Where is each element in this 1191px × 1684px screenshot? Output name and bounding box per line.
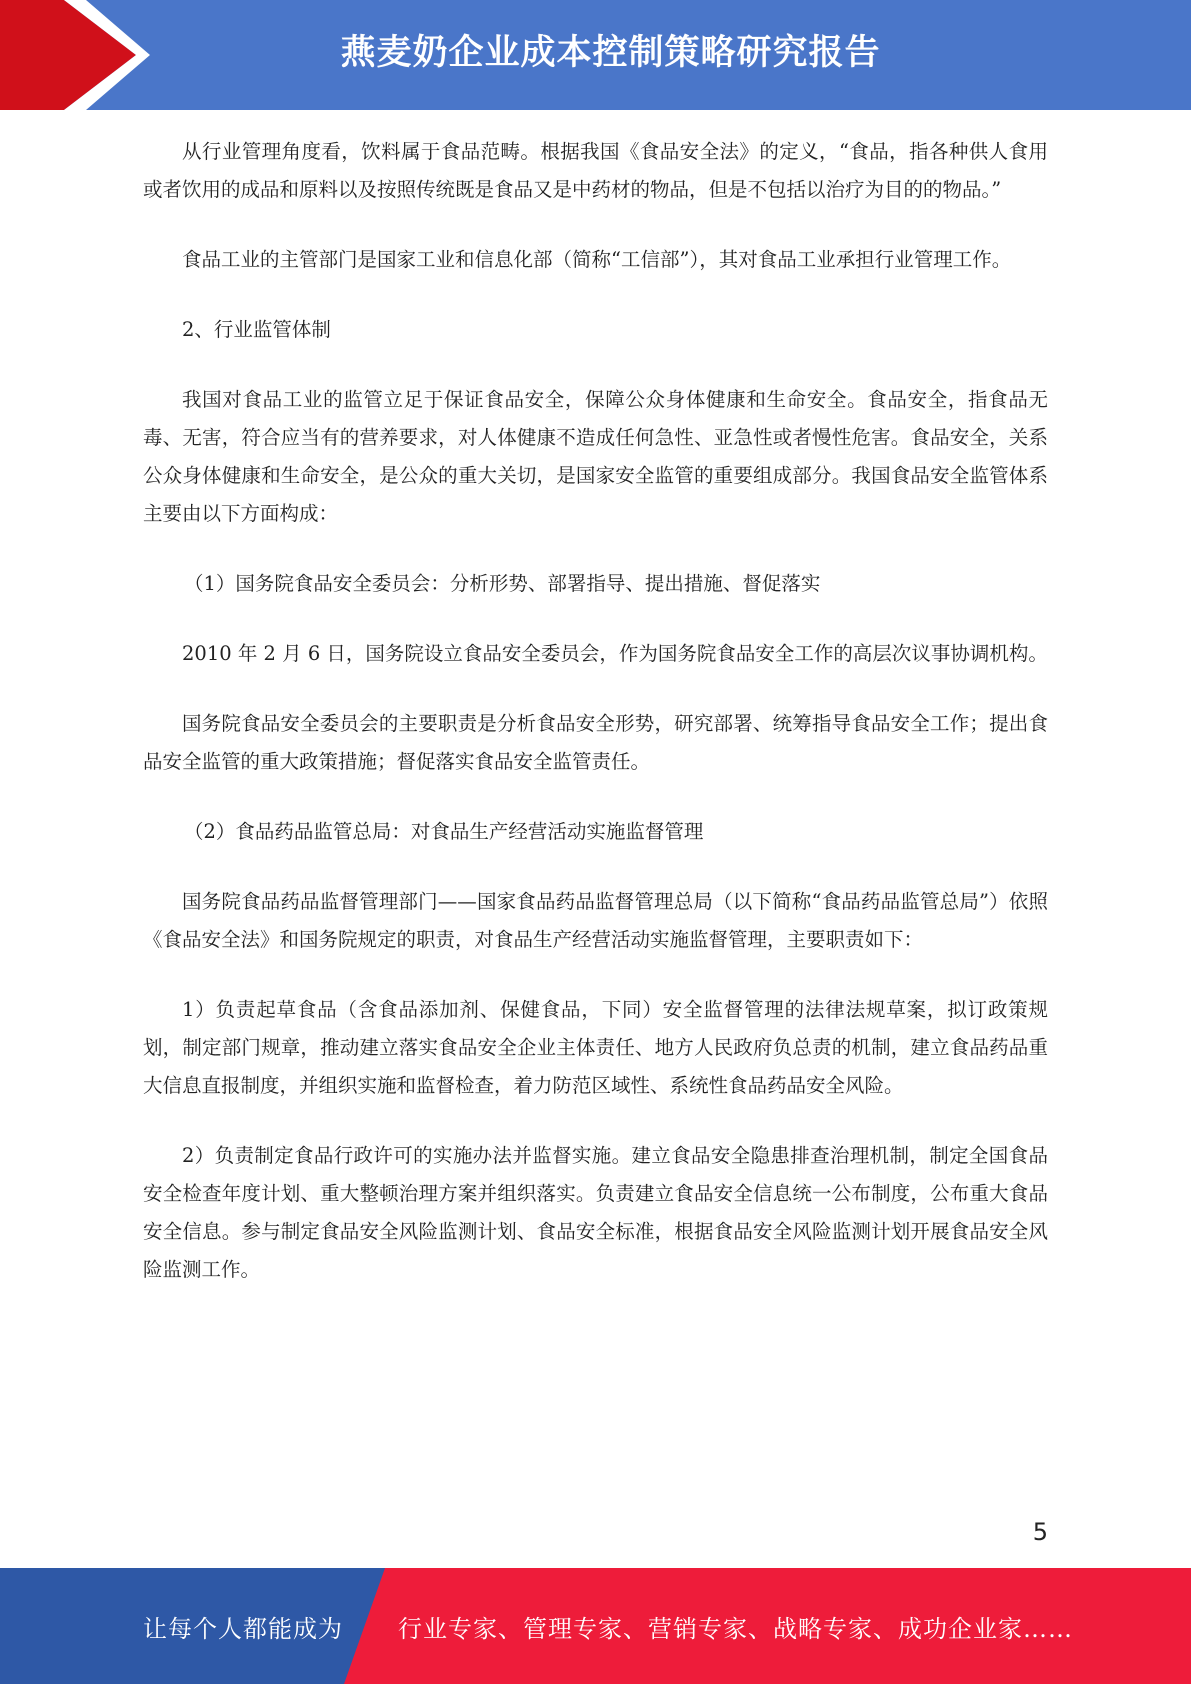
body-paragraph: 国务院食品安全委员会的主要职责是分析食品安全形势，研究部署、统筹指导食品安全工作；提出食品安全监管的重大政策措施；督促落实食品安全监管责任。 (143, 712, 1048, 773)
document-title: 燕麦奶企业成本控制策略研究报告 (340, 33, 881, 73)
footer-slogan-left: 让每个人都能成为 (143, 1615, 343, 1643)
body-paragraph: 食品工业的主管部门是国家工业和信息化部（简称“工信部”），其对食品工业承担行业管理工作。 (182, 248, 1012, 271)
body-paragraph: 2010 年 2 月 6 日，国务院设立食品安全委员会，作为国务院食品安全工作的高层次议事协调机构。 (182, 642, 1048, 665)
list-item-paragraph: 2）负责制定食品行政许可的实施办法并监督实施。建立食品安全隐患排查治理机制，制定全国食品安全检查年度计划、重大整顿治理方案并组织落实。负责建立食品安全信息统一公布制度，公布重大食品安全信息。参与制定食品安全风险监测计划、食品安全标准，根据食品安全风险监测计划开展食品安全风险监测工作。 (143, 1144, 1048, 1281)
page-number: 5 (1032, 1518, 1048, 1546)
page-header (0, 0, 1191, 110)
body-paragraph: 国务院食品药品监督管理部门——国家食品药品监督管理总局（以下简称“食品药品监管总局”）依照《食品安全法》和国务院规定的职责，对食品生产经营活动实施监督管理，主要职责如下： (143, 890, 1048, 951)
subsection-heading: （1）国务院食品安全委员会：分析形势、部署指导、提出措施、督促落实 (183, 572, 821, 595)
page-footer (0, 1568, 1191, 1684)
list-item-paragraph: 1）负责起草食品（含食品添加剂、保健食品，下同）安全监督管理的法律法规草案，拟订政策规划，制定部门规章，推动建立落实食品安全企业主体责任、地方人民政府负总责的机制，建立食品药品重大信息直报制度，并组织实施和监督检查，着力防范区域性、系统性食品药品安全风险。 (143, 998, 1048, 1097)
body-paragraph: 我国对食品工业的监管立足于保证食品安全，保障公众身体健康和生命安全。食品安全，指食品无毒、无害，符合应当有的营养要求，对人体健康不造成任何急性、亚急性或者慢性危害。食品安全，关系公众身体健康和生命安全，是公众的重大关切，是国家安全监管的重要组成部分。我国食品安全监管体系主要由以下方面构成： (143, 388, 1048, 525)
body-paragraph: 从行业管理角度看，饮料属于食品范畴。根据我国《食品安全法》的定义，“食品，指各种供人食用或者饮用的成品和原料以及按照传统既是食品又是中药材的物品，但是不包括以治疗为目的的物品。” (143, 140, 1048, 201)
section-heading: 2、行业监管体制 (182, 318, 331, 341)
document-body (143, 133, 1048, 1321)
footer-slogan-right: 行业专家、管理专家、营销专家、战略专家、成功企业家…… (398, 1615, 1073, 1643)
subsection-heading: （2）食品药品监管总局：对食品生产经营活动实施监督管理 (183, 820, 704, 843)
